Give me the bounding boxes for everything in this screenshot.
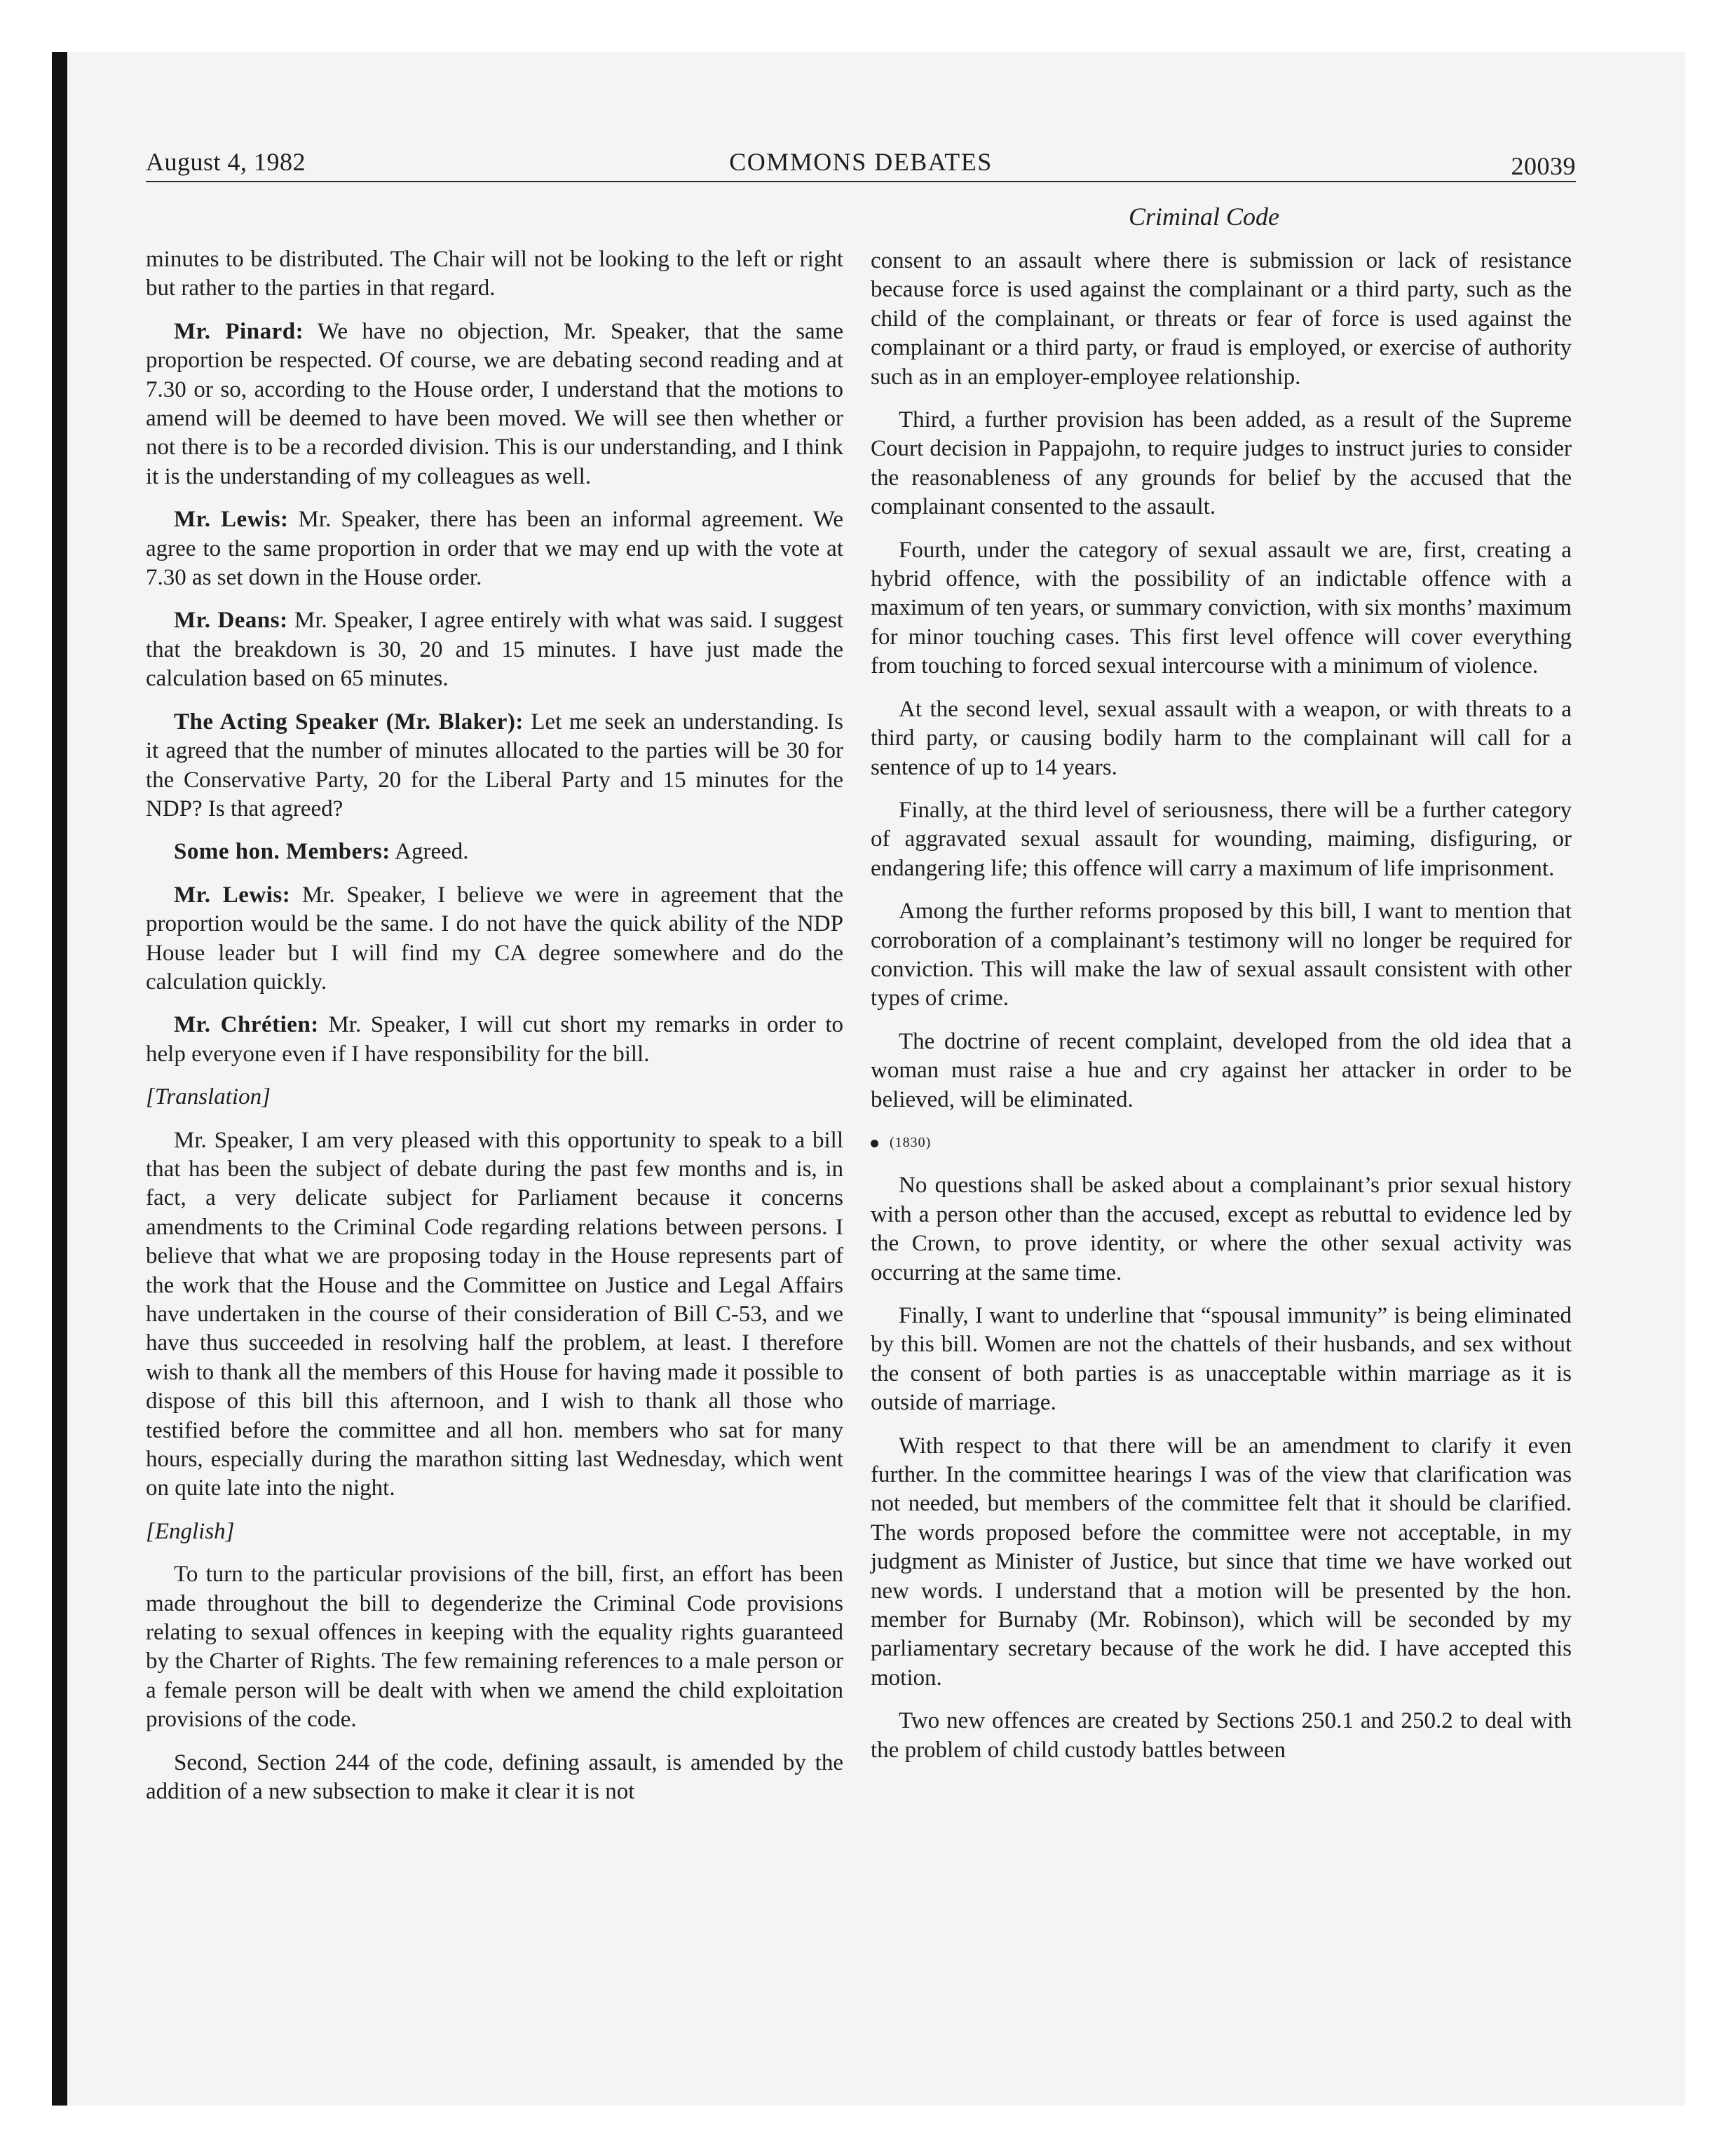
paragraph: Mr. Speaker, I am very pleased with this opportunity to speak to a bill that has been the subject of debate during the past few months and is, in fact, a very delicate subject for Parliament because it concerns amendments to the Criminal Code regarding relations between persons. I believe that what we are proposing today in the House represents part of the work that the House and the Committee on Justice and Legal Affairs have undertaken in the course of their consideration of Bill C-53, and we have thus succeeded in resolving half the problem, at least. I therefore wish to thank all the members of this House for having made it possible to dispose of this bill this afternoon, and I wish to thank all those who testified before the committee and all hon. members who sat for many hours, especially during the marathon sitting last Wednesday, which went on quite late into the night.: [146, 1127, 843, 1501]
speech: [146, 1011, 843, 1069]
speaker-name: Mr. Lewis:: [174, 882, 291, 908]
speech-text: We have no objection, Mr. Speaker, that the same proportion be respected. Of course, we are debating second reading and at 7.30 or so, according to the House order, I understand that the motions to amend will be deemed to have been moved. We will see then whether or not there is to be a recorded division. This is our understanding, and I think it is the understanding of my colleagues as well.: [146, 318, 843, 489]
header-publication: COMMONS DEBATES: [729, 148, 993, 176]
page-number: 20039: [1511, 152, 1576, 180]
paragraph: Finally, at the third level of seriousness, there will be a further category of aggravated sexual assault for wounding, maiming, disfiguring, or endangering life; this offence will carry a maximum of life imprisonment.: [871, 797, 1572, 881]
speech-text: Mr. Speaker, I believe we were in agreement that the proportion would be the same. I do not have the quick ability of the NDP House leader but I will find my CA degree somewhere and do the calculation quickly.: [146, 882, 843, 995]
paragraph: Two new offences are created by Sections 250.1 and 250.2 to deal with the problem of child custody battles between: [871, 1708, 1572, 1763]
speech: [146, 881, 843, 997]
speech-text: Mr. Speaker, there has been an informal agreement. We agree to the same proportion in order that we may end up with the vote at 7.30 as set down in the House order.: [146, 507, 843, 591]
speech: [146, 318, 843, 491]
paragraph: Fourth, under the category of sexual assault we are, first, creating a hybrid offence, with the possibility of an indictable offence with a maximum of ten years, or summary conviction, with six months’ maximum for minor touching cases. This first level offence will cover everything from touching to forced sexual intercourse with a minimum of violence.: [871, 537, 1572, 679]
section-title: Criminal Code: [1129, 203, 1280, 231]
english-tag: [English]: [146, 1518, 235, 1544]
paragraph: minutes to be distributed. The Chair will not be looking to the left or right but rather to the parties in that regard.: [146, 247, 843, 301]
paragraph: consent to an assault where there is submission or lack of resistance because force is used against the complainant or a third party, such as the child of the complainant, or threats or fear of force is used against the complainant or a third party, or fraud is employed, or exercise of authority such as in an employer-employee relationship.: [871, 248, 1572, 390]
speaker-name: Mr. Lewis:: [174, 507, 289, 533]
paragraph: Third, a further provision has been added, as a result of the Supreme Court decision in Pappajohn, to require judges to instruct juries to consider the reasonableness of any grounds for belief by the accused that the complainant consented to the assault.: [871, 407, 1572, 520]
header-date: August 4, 1982: [146, 148, 306, 176]
running-header: [146, 144, 1576, 184]
speaker-name: Mr. Chrétien:: [174, 1012, 319, 1038]
speech-text: Agreed.: [390, 839, 469, 865]
time-marker: [871, 1128, 1572, 1157]
paragraph: Among the further reforms proposed by this bill, I want to mention that corroboration of a complainant’s testimony will no longer be required for conviction. This will make the law of sexual assault consistent with other types of crime.: [871, 899, 1572, 1011]
right-column: [871, 247, 1572, 1779]
bullet-dot-icon: [871, 1140, 878, 1147]
speech: [146, 505, 843, 592]
paragraph: Finally, I want to underline that “spousal immunity” is being eliminated by this bill. Women are not the chattels of their husbands, and sex without the consent of both parties is as unacceptable within marriage as it is outside of marriage.: [871, 1303, 1572, 1416]
speech: [146, 838, 843, 866]
speaker-name: Mr. Deans:: [174, 608, 288, 634]
speech-text: Mr. Speaker, I will cut short my remarks in order to help everyone even if I have responsibility for the bill.: [146, 1012, 844, 1067]
paragraph: The doctrine of recent complaint, developed from the old idea that a woman must raise a hue and cry against her attacker in order to be believed, will be eliminated.: [871, 1028, 1572, 1112]
speech-text: Let me seek an understanding. Is it agreed that the number of minutes allocated to the parties will be 30 for the Conservative Party, 20 for the Liberal Party and 15 minutes for the NDP? Is that agreed?: [146, 709, 843, 821]
binding-edge: [52, 52, 67, 2106]
left-column: [146, 245, 843, 1821]
paragraph: With respect to that there will be an amendment to clarify it even further. In the committee hearings I was of the view that clarification was not needed, but members of the committee felt that it should be clarified. The words proposed before the committee were not acceptable, in my judgment as Minister of Justice, but since that time we have worked out new words. I understand that a motion will be presented by the hon. member for Burnaby (Mr. Robinson), which will be seconded by my parliamentary secretary because of the work he did. I have accepted this motion.: [871, 1433, 1572, 1691]
paragraph: At the second level, sexual assault with a weapon, or with threats to a third party, or causing bodily harm to the complainant will call for a sentence of up to 14 years.: [871, 696, 1572, 780]
paragraph: Second, Section 244 of the code, defining assault, is amended by the addition of a new subsection to make it clear it is not: [146, 1749, 843, 1805]
header-rule: [146, 181, 1576, 182]
speech: [146, 606, 843, 693]
speech: [146, 708, 843, 824]
speaker-name: Mr. Pinard:: [174, 318, 304, 344]
translation-tag: [Translation]: [146, 1084, 271, 1110]
speech-text: Mr. Speaker, I agree entirely with what was said. I suggest that the breakdown is 30, 20 and 15 minutes. I have just made the calculation based on 65 minutes.: [146, 608, 843, 692]
paragraph: To turn to the particular provisions of the bill, first, an effort has been made throughout the bill to degenderize the Criminal Code provisions relating to sexual offences in keeping with the equality rights guaranteed by the Charter of Rights. The few remaining references to a male person or a female person will be dealt with when we amend the child exploitation provisions of the code.: [146, 1562, 843, 1733]
time-marker-text: (1830): [890, 1134, 932, 1150]
paragraph: No questions shall be asked about a complainant’s prior sexual history with a person other than the accused, except as rebuttal to evidence led by the Crown, to prove identity, or where the other sexual activity was occurring at the same time.: [871, 1173, 1572, 1285]
speaker-name: Some hon. Members:: [174, 839, 390, 865]
speaker-name: The Acting Speaker (Mr. Blaker):: [174, 709, 524, 735]
